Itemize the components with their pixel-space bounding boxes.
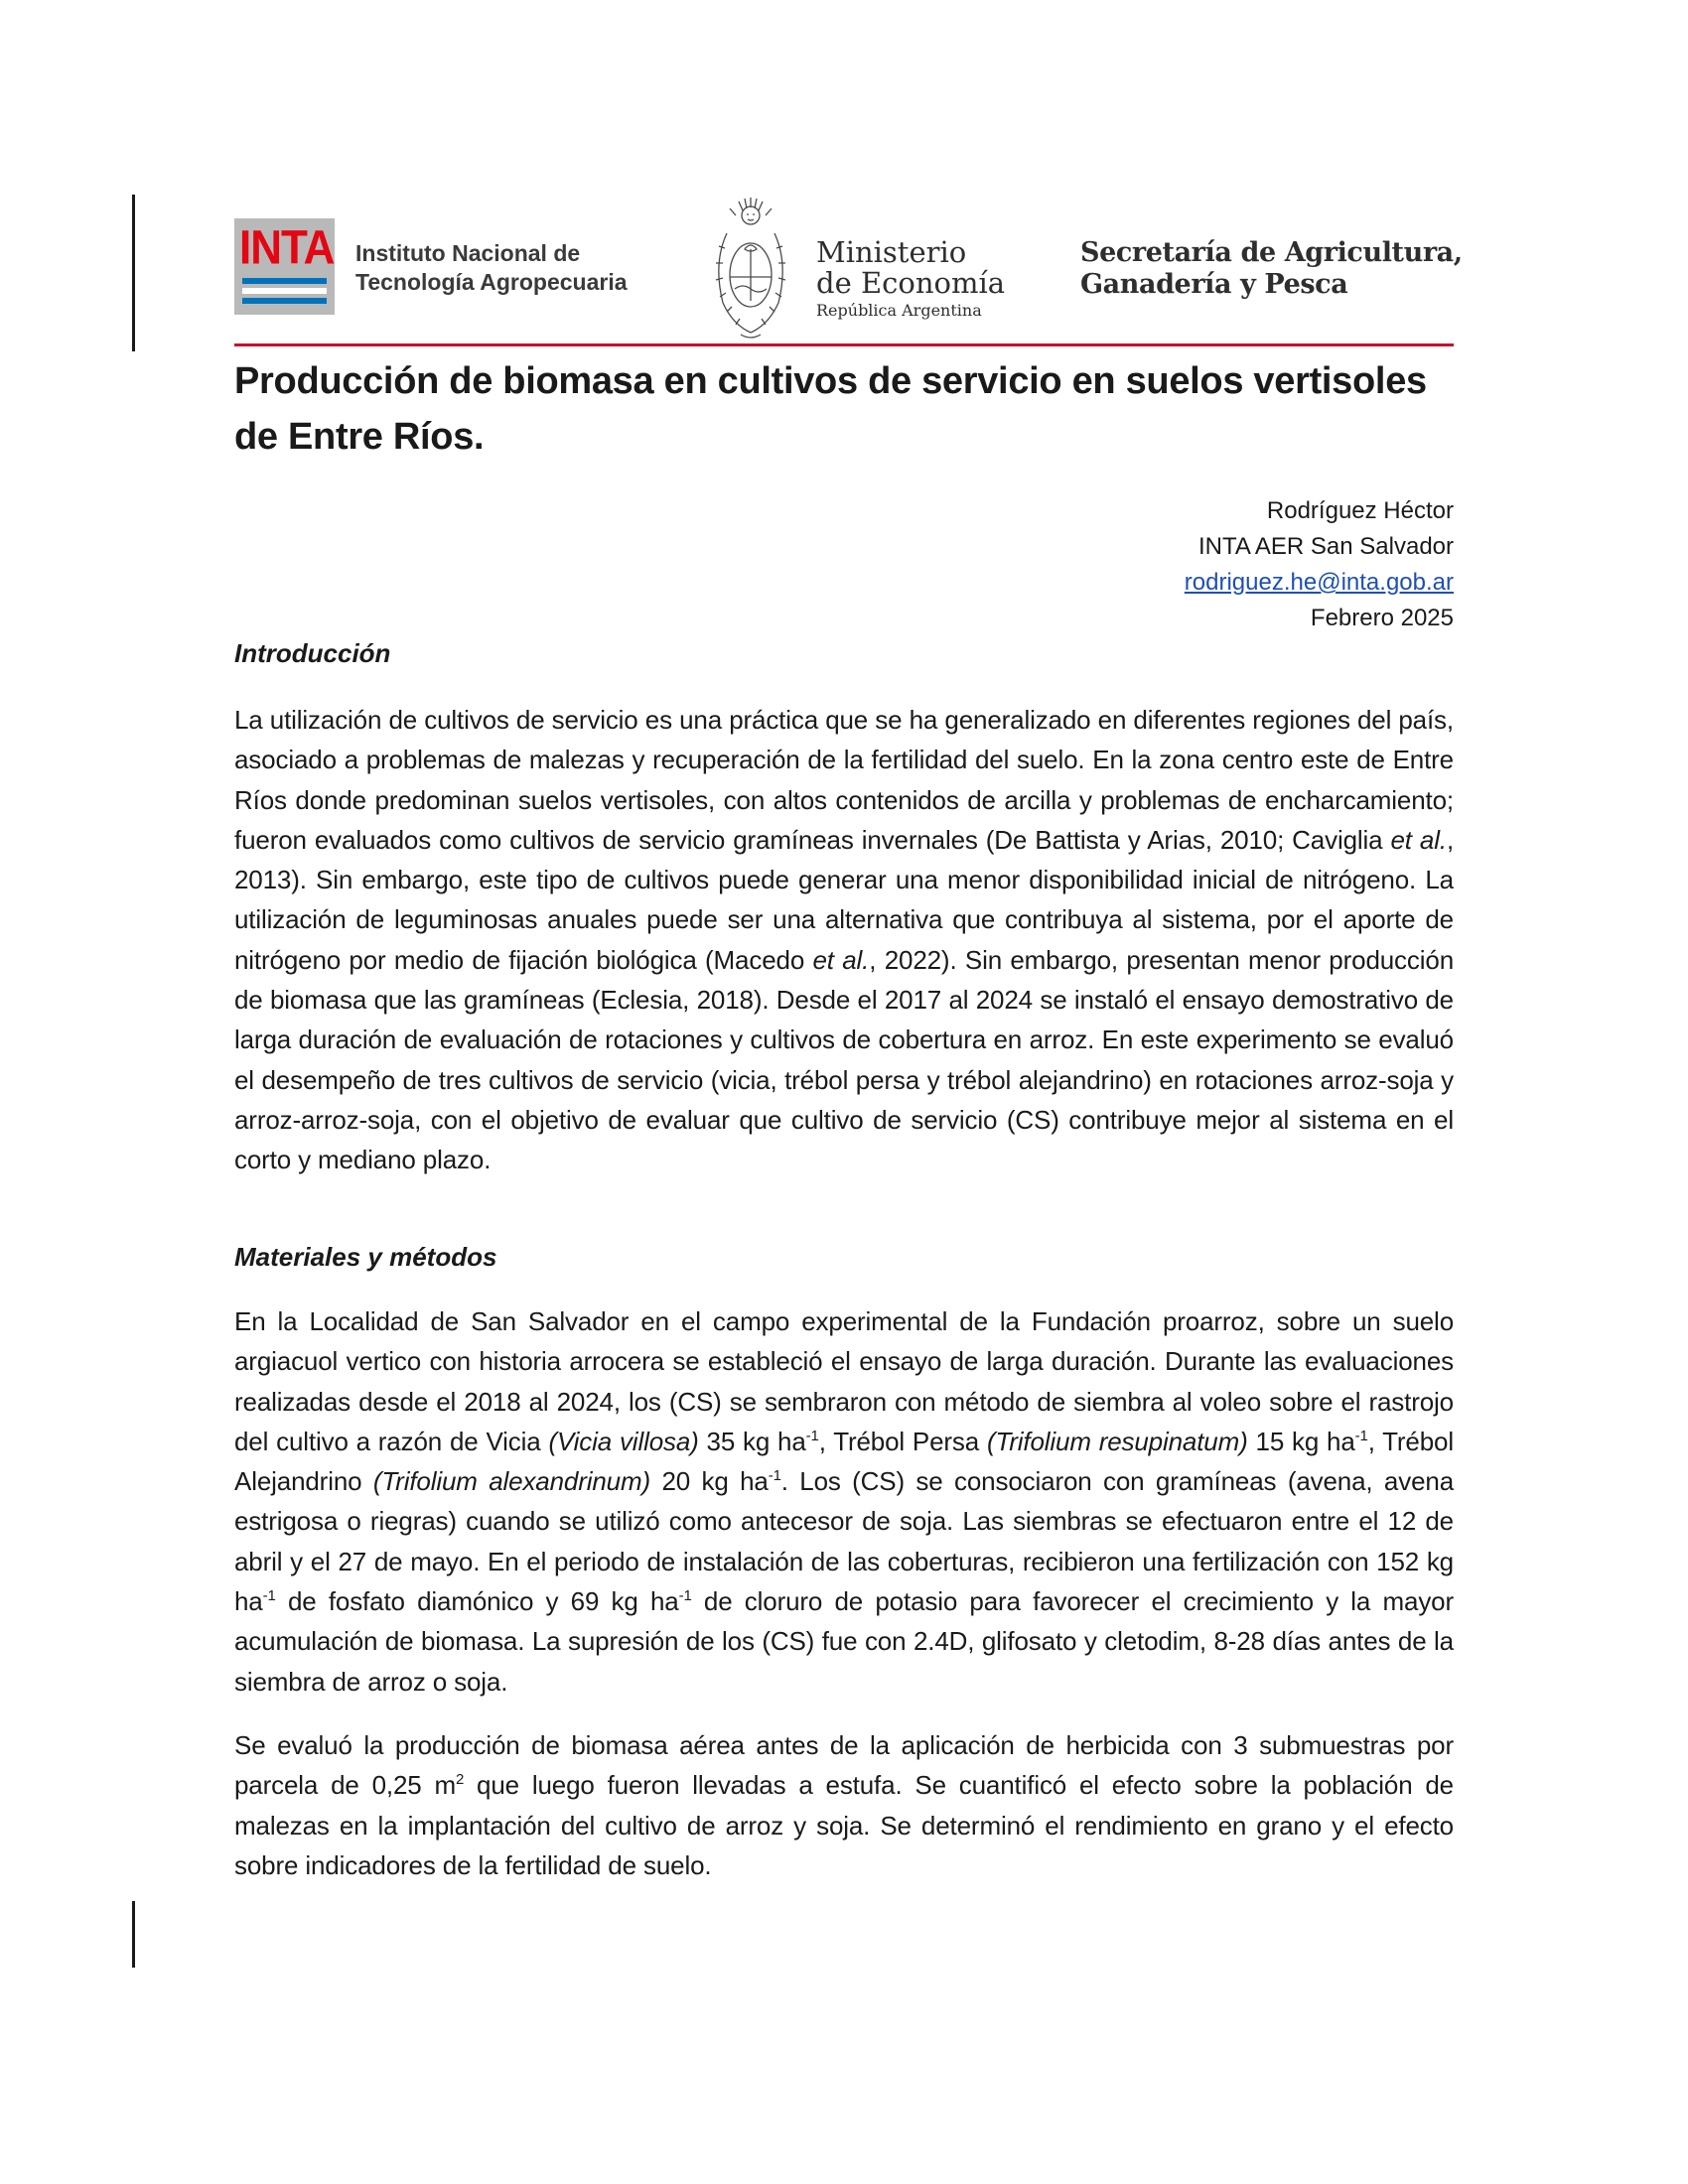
author-block (1185, 493, 1454, 636)
publication-date: Febrero 2025 (1310, 605, 1454, 631)
secretaria-logo-text (1080, 237, 1463, 301)
ministry-line1: Ministerio (816, 235, 967, 269)
text-run: , Trébol Persa (818, 1426, 987, 1456)
document-title (234, 353, 1456, 465)
intro-paragraph (234, 700, 1454, 1180)
text-run: , 2022). Sin embargo, presentan menor producción de biomasa que las gramíneas (Eclesia, 2018). Desde el 2017 al 2024 se instaló el ensayo demostrativo de larga duración de evaluación de rotaciones y cultivos de cobertura en arroz. En este experimento se evaluó el desempeño de tres cultivos de servicio (vicia, trébol persa y trébol alejandrino) en rotaciones arroz-soja y arroz-arroz-soja, con el objetivo de evaluar que cultivo de servicio (CS) contribuye mejor al sistema en el corto y mediano plazo. (234, 944, 1455, 1175)
ministry-line3: República Argentina (816, 301, 982, 320)
author-name: Rodríguez Héctor (1266, 497, 1454, 524)
margin-change-bar-top (132, 195, 135, 351)
text-run: La utilización de cultivos de servicio es una práctica que se ha generalizado en diferentes regiones del país, asociado a problemas de malezas y recuperación de la fertilidad del suelo. En la zona centro este de Entre Ríos donde predominan suelos vertisoles, con altos contenidos de arcilla y problemas de encharcamiento; fueron evaluados como cultivos de servicio gramíneas invernales (De Battista y Arias, 2010; Caviglia (234, 705, 1454, 855)
text-run: 35 kg ha (698, 1426, 806, 1456)
page-header (234, 194, 1463, 344)
text-run-italic: et al. (1390, 824, 1447, 855)
methods-paragraph-1 (234, 1301, 1454, 1702)
inta-logo-stripe (242, 288, 327, 294)
argentina-coat-of-arms-icon (705, 194, 796, 342)
inta-logo-stripe (242, 298, 327, 304)
institute-name-line1: Instituto Nacional de (355, 240, 581, 266)
author-affiliation: INTA AER San Salvador (1197, 533, 1454, 560)
header-divider (234, 343, 1454, 346)
text-run: En la Localidad de San Salvador en el campo experimental de la Fundación proarroz, sobre un suelo argiacuol vertico con historia arrocera se estableció el ensayo de larga duración. Durante las evaluaciones realizadas desde el 2018 al 2024, los (CS) se sembraron con método de siembra al voleo sobre el rastrojo del cultivo a razón de Vicia (234, 1306, 1454, 1456)
superscript: -1 (678, 1587, 692, 1605)
document-title-line1: Producción de biomasa en cultivos de servicio en suelos vertisoles (234, 360, 1427, 402)
institute-name (355, 239, 653, 297)
author-email-link[interactable]: rodriguez.he@inta.gob.ar (1184, 569, 1454, 596)
ministry-line2: de Economía (816, 266, 1006, 300)
superscript: -1 (1354, 1427, 1368, 1444)
text-run: , Trébol Alejandrino (234, 1426, 1454, 1497)
inta-logo-stripe (242, 278, 327, 284)
ministry-logo-text (816, 237, 1025, 322)
superscript: 2 (455, 1771, 465, 1789)
superscript: -1 (262, 1587, 276, 1605)
text-run: . Los (CS) se consociaron con gramíneas (avena, avena estrigosa o riegras) cuando se utilizó como antecesor de soja. Las siembras se efectuaron entre el 12 de abril y el 27 de mayo. En el periodo de instalación de las coberturas, recibieron una fertilización con 152 kg ha (234, 1466, 1455, 1617)
inta-logo (234, 218, 335, 315)
secretaria-line2: Ganadería y Pesca (1080, 269, 1348, 300)
institute-name-line2: Tecnología Agropecuaria (355, 269, 628, 295)
inta-logo-text: INTA (239, 220, 335, 275)
document-title-line2: de Entre Ríos. (234, 416, 485, 458)
text-run-italic: et al. (812, 944, 870, 975)
text-run: Se evaluó la producción de biomasa aérea antes de la aplicación de herbicida con 3 submuestras por parcela de 0,25 m (234, 1730, 1454, 1801)
text-run: de fosfato diamónico y 69 kg ha (275, 1586, 679, 1617)
text-run: 15 kg ha (1247, 1426, 1355, 1456)
superscript: -1 (805, 1427, 819, 1444)
methods-paragraph-2 (234, 1725, 1454, 1885)
section-heading-materiales-y-metodos: Materiales y métodos (234, 1242, 497, 1272)
species-name: (Vicia villosa) (548, 1426, 699, 1456)
superscript: -1 (768, 1467, 781, 1485)
section-heading-introduccion: Introducción (234, 638, 391, 668)
secretaria-line1: Secretaría de Agricultura, (1080, 237, 1463, 268)
margin-change-bar-bottom (132, 1901, 135, 1968)
text-run: , 2013). Sin embargo, este tipo de cultivos puede generar una menor disponibilidad inicial de nitrógeno. La utilización de leguminosas anuales puede ser una alternativa que contribuya al sistema, por el aporte de nitrógeno por medio de fijación biológica (Macedo (234, 824, 1455, 975)
text-run: que luego fueron llevadas a estufa. Se cuantificó el efecto sobre la población de malezas en la implantación del cultivo de arroz y soja. Se determinó el rendimiento en grano y el efecto sobre indicadores de la fertilidad de suelo. (234, 1770, 1454, 1880)
species-name: (Trifolium resupinatum) (986, 1426, 1248, 1456)
species-name: (Trifolium alexandrinum) (372, 1466, 651, 1497)
text-run: 20 kg ha (650, 1466, 769, 1497)
text-run: de cloruro de potasio para favorecer el crecimiento y la mayor acumulación de biomasa. La supresión de los (CS) fue con 2.4D, glifosato y cletodim, 8-28 días antes de la siembra de arroz o soja. (234, 1586, 1455, 1697)
